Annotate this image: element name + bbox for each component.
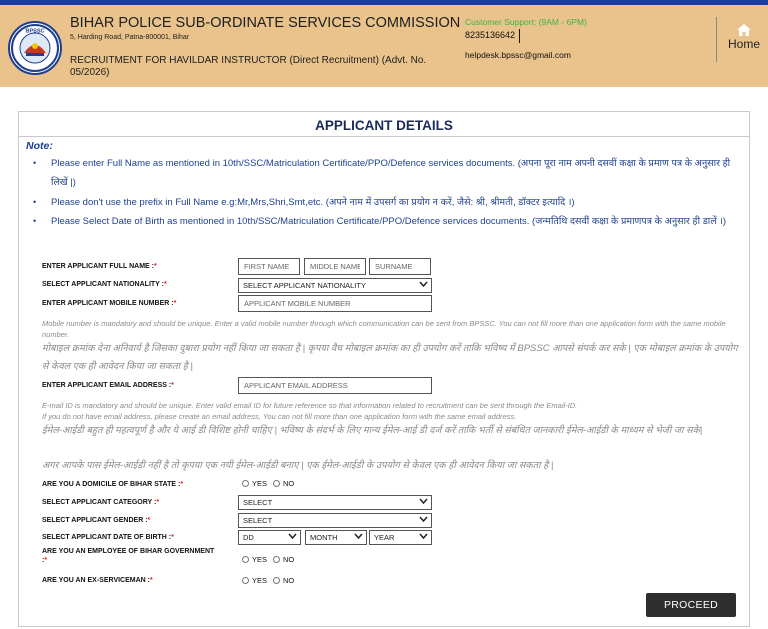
nationality-label: SELECT APPLICANT NATIONALITY :* [42, 281, 167, 288]
first-name-input[interactable] [238, 258, 300, 275]
bihar-govt-employee-label-suffix: :* [42, 557, 48, 564]
org-address: 5, Harding Road, Patna-800001, Bihar [70, 34, 190, 41]
chevron-down-icon [419, 281, 428, 288]
bihar-govt-yes-label: YES [252, 555, 268, 564]
bihar-govt-employee-label: ARE YOU AN EMPLOYEE OF BIHAR GOVERNMENT [42, 548, 215, 555]
category-select-value: SELECT [243, 498, 273, 507]
phone-separator [519, 29, 520, 43]
domicile-yes-label: YES [252, 479, 268, 488]
gender-select-value: SELECT [243, 516, 273, 525]
surname-input[interactable] [369, 258, 431, 275]
site-header [0, 5, 768, 87]
note-item-full-name: • Please enter Full Name as mentioned in 10th/SSC/Matriculation Certificate/PPO/Defence services documents. (अपना पूरा नाम अपनी दसवीं कक्षा के प्रमाण पत्र के अनुसार ही लिखें |) [33, 154, 737, 192]
mobile-number-label: ENTER APPLICANT MOBILE NUMBER :* [42, 300, 177, 307]
ex-serviceman-no-radio[interactable] [273, 577, 280, 584]
org-title: BIHAR POLICE SUB-ORDINATE SERVICES COMMISSION [70, 15, 461, 31]
email-help-hindi-1: ईमेल-आईडी बहुत ही महत्वपूर्ण है और ये आई डी विशिष्ट होनी चाहिए | भविष्य के संदर्भ के लिए मान्य ईमेल-आई डी दर्ज करें ताकि भर्ती से संबंधित जानकारी ईमेल-आईडी के माध्यम से भेजी जा सके| [42, 425, 703, 436]
ex-serviceman-yes-radio[interactable] [242, 577, 249, 584]
dob-year-value: YEAR [374, 533, 395, 542]
bihar-govt-no-label: NO [283, 555, 295, 564]
panel-title: APPLICANT DETAILS [315, 118, 453, 133]
dob-month-select[interactable] [305, 530, 367, 545]
ex-serviceman-yes-label: YES [252, 576, 268, 585]
recruitment-title: RECRUITMENT FOR HAVILDAR INSTRUCTOR (Direct Recruitment) (Advt. No. 05/2026) [70, 55, 427, 78]
email-address-label: ENTER APPLICANT EMAIL ADDRESS :* [42, 382, 174, 389]
panel-title-divider [19, 136, 749, 137]
mobile-number-input[interactable] [238, 295, 432, 312]
bpssc-emblem-icon [10, 23, 60, 73]
mobile-help-hindi: मोबाइल क्रमांक देना अनिवार्य है जिसका दुबारा प्रयोग नहीं किया जा सकता है | कृपया वैध मोबाइल क्रमांक का ही उपयोग करें ताकि भविष्य में BPSSC आपसे संपर्क कर सके | एक मोबाइल क्रमांक के उपयोग से केवल एक ही आवेदन किया जा सकता है | [42, 343, 738, 372]
dob-day-select[interactable] [238, 530, 301, 545]
middle-name-input[interactable] [304, 258, 366, 275]
chevron-down-icon [419, 498, 428, 505]
svg-text:BPSSC: BPSSC [25, 28, 45, 35]
domicile-yes-radio[interactable] [242, 480, 249, 487]
note-item-prefix: • Please don't use the prefix in Full Name e.g:Mr,Mrs,Shri,Smt,etc. (अपने नाम में उपसर्ग का प्रयोग न करें, जैसे: श्री, श्रीमती, डॉक्टर इत्यादि ।) [33, 193, 737, 212]
header-divider [716, 17, 717, 62]
nationality-select-value: SELECT APPLICANT NATIONALITY [243, 281, 366, 290]
note-item-dob: • Please Select Date of Birth as mentioned in 10th/SSC/Matriculation Certificate/PPO/Defence services documents. (जन्मतिथि दसवीं कक्षा के प्रमाणपत्र के अनुसार ही डालें ।) [33, 212, 737, 231]
dob-year-select[interactable] [369, 530, 432, 545]
bihar-govt-no-radio[interactable] [273, 556, 280, 563]
support-email: helpdesk.bpssc@gmail.com [465, 50, 571, 60]
email-address-input[interactable] [238, 377, 432, 394]
customer-support-label: Customer Support: (9AM - 6PM) [465, 17, 587, 27]
category-select[interactable] [238, 495, 432, 510]
email-help-hindi-2: अगर आपके पास ईमेल-आईडी नहीं है तो कृपया एक नयी ईमेल-आईडी बनाए | एक ईमेल-आईडी के उपयोग से केवल एक ही आवेदन किया जा सकता है | [42, 460, 554, 471]
ex-serviceman-radio-group [242, 576, 294, 585]
email-help-english-2: If you do not have email address, please create an email address, You can not fill more than one application form with the same email address. [42, 412, 517, 421]
mobile-help-english: Mobile number is mandatory and should be unique. Enter a valid mobile number through which communication can be sent from BPSSC. You can not fill more than one application form with the same mobile number. [42, 319, 726, 339]
gender-select[interactable] [238, 513, 432, 528]
home-icon [737, 24, 751, 36]
proceed-button[interactable]: PROCEED [646, 593, 736, 617]
domicile-no-label: NO [283, 479, 295, 488]
ex-serviceman-label: ARE YOU AN EX-SERVICEMAN :* [42, 577, 153, 584]
dob-day-value: DD [243, 533, 254, 542]
home-link[interactable] [724, 24, 764, 51]
bihar-govt-yes-radio[interactable] [242, 556, 249, 563]
support-phone: 8235136642 [465, 30, 516, 40]
domicile-radio-group [242, 479, 294, 488]
gender-label: SELECT APPLICANT GENDER :* [42, 517, 151, 524]
nationality-select[interactable] [238, 278, 432, 293]
domicile-label: ARE YOU A DOMICILE OF BIHAR STATE :* [42, 481, 184, 488]
bpssc-logo [8, 21, 62, 75]
date-of-birth-label: SELECT APPLICANT DATE OF BIRTH :* [42, 534, 174, 541]
bihar-govt-radio-group [242, 555, 294, 564]
chevron-down-icon [288, 533, 297, 540]
dob-month-value: MONTH [310, 533, 338, 542]
full-name-label: ENTER APPLICANT FULL NAME :* [42, 263, 157, 270]
email-help-english-1: E-mail ID is mandatory and should be unique. Enter valid email ID for future reference so that information related to recruitment can be sent through the Email-ID. [42, 401, 578, 410]
chevron-down-icon [354, 533, 363, 540]
chevron-down-icon [419, 533, 428, 540]
domicile-no-radio[interactable] [273, 480, 280, 487]
ex-serviceman-no-label: NO [283, 576, 295, 585]
chevron-down-icon [419, 516, 428, 523]
home-label: Home [727, 37, 760, 51]
note-label: Note: [26, 140, 53, 152]
category-label: SELECT APPLICANT CATEGORY :* [42, 499, 160, 506]
